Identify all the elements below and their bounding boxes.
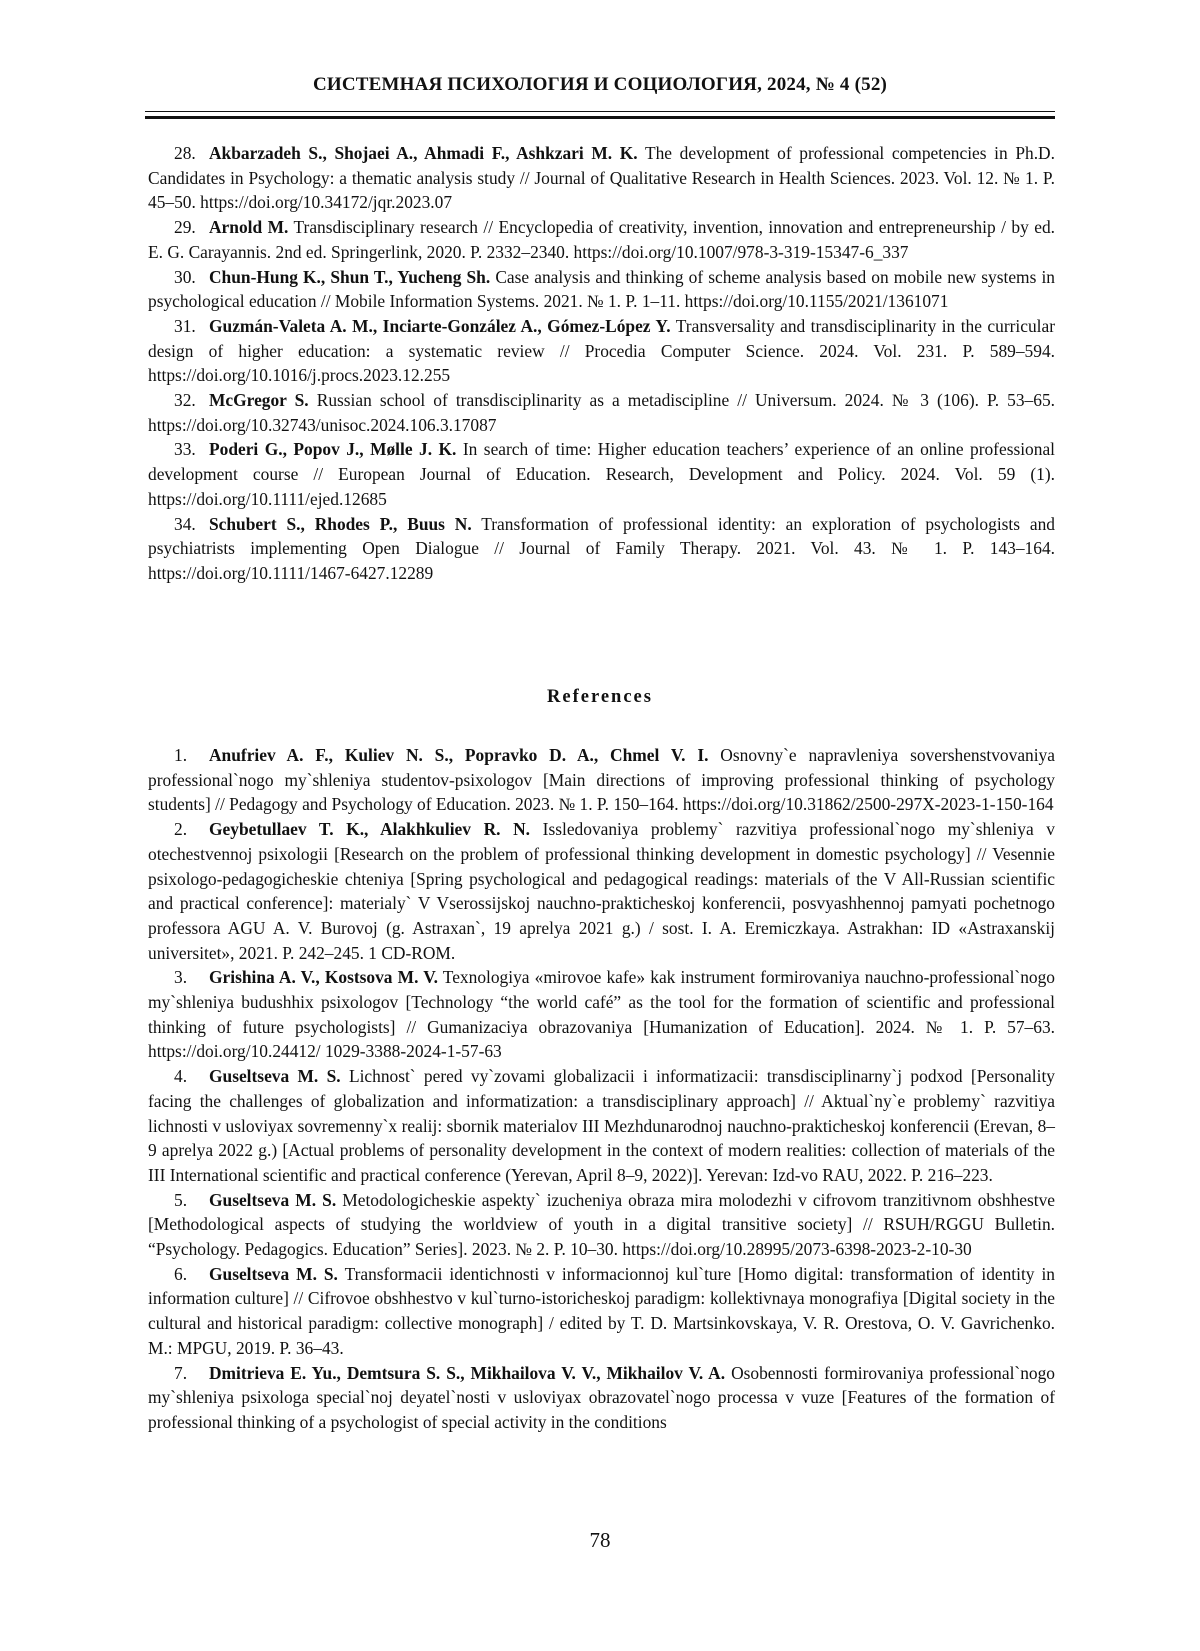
entry-authors: McGregor S. — [209, 390, 309, 411]
bibliography-entry — [148, 265, 1055, 314]
entry-number: 2. — [174, 819, 188, 840]
entry-number: 34. — [174, 513, 196, 534]
page-number: 78 — [589, 1528, 611, 1552]
entry-text: Issledovaniya problemy` razvitiya professional`nogo my`shleniya v otechestvennoj psixologii [Research on the problem of professional thinking development in domestic psychology] // Vesennie psixologo-pedagogicheskie chteniya [Spring psychological and pedagogical readings: materials of the V All-Russian scientific and practical conference]: materialy` V Vserossijskoj nauchno-prakticheskoj konferencii, posvyashhennoj pamyati pochetnogo professora AGU A. V. Burovoj (g. Astraxan`, 19 aprelya 2021 g.) / sost. I. A. Eremiczkaya. Astrakhan: ID «Astraxanskij universitet», 2021. P. 242–245. 1 CD-ROM. — [148, 819, 1055, 963]
entry-text: The development of professional competencies in Ph.D. Candidates in Psychology: a thematic analysis study // Journal of Qualitative Research in Health Sciences. 2023. Vol. 12. № 1. P. 45–50. https://doi.org/10.34172/jqr.2023.07 — [148, 143, 1055, 213]
bibliography-list — [148, 141, 1055, 586]
entry-authors: Poderi G., Popov J., Mølle J. K. — [209, 439, 457, 460]
reference-entry — [148, 965, 1055, 1064]
bibliography-entry — [148, 215, 1055, 264]
entry-number: 31. — [174, 315, 196, 336]
entry-text: Transformacii identichnosti v informacionnoj kul`ture [Homo digital: transformation of identity in information culture] // Cifrovoe obshhestvo v kul`turno-istoricheskoj paradigm: kollektivnaya monografiya [Digital society in the cultural and historical paradigm: collective monograph] / edited by T. D. Martsinkovskaya, V. R. Orestova, O. V. Gavrichenko. M.: MPGU, 2019. P. 36–43. — [148, 1263, 1055, 1358]
entry-text: Russian school of transdisciplinarity as a metadiscipline // Universum. 2024. № 3 (106). P. 53–65. https://doi.org/10.32743/unisoc.2024.106.3.17087 — [148, 390, 1055, 435]
entry-number: 5. — [174, 1189, 188, 1210]
entry-text: Texnologiya «mirovoe kafe» kak instrument formirovaniya nauchno-professional`nogo my`shleniya budushhix psixologov [Technology “the world café” as the tool for the formation of scientific and professional thinking of future psychologists] // Gumanizaciya obrazovaniya [Humanization of Education]. 2024. № 1. P. 57–63. https://doi.org/10.24412/ 1029-3388-2024-1-57-63 — [148, 967, 1055, 1062]
running-head: СИСТЕМНАЯ ПСИХОЛОГИЯ И СОЦИОЛОГИЯ, 2024, № 4 (52) — [312, 74, 888, 95]
entry-number: 32. — [174, 390, 196, 411]
entry-authors: Guseltseva M. S. — [209, 1189, 337, 1210]
reference-entry — [148, 1361, 1055, 1435]
bibliography-entry — [148, 141, 1055, 215]
entry-authors: Grishina A. V., Kostsova M. V. — [209, 967, 438, 988]
entry-number: 29. — [174, 217, 196, 238]
reference-entry — [148, 1262, 1055, 1361]
entry-number: 6. — [174, 1263, 188, 1284]
entry-number: 33. — [174, 439, 196, 460]
entry-text: Transdisciplinary research // Encyclopedia of creativity, invention, innovation and entrepreneurship / by ed. E. G. Carayannis. 2nd ed. Springerlink, 2020. P. 2332–2340. https://doi.org/10.1007/978-3-319-15347-6_337 — [148, 217, 1055, 262]
entry-number: 28. — [174, 143, 196, 163]
header-rule-thick — [145, 116, 1055, 119]
entry-authors: Guseltseva M. S. — [209, 1066, 341, 1087]
bibliography-entry — [148, 314, 1055, 388]
entry-number: 3. — [174, 967, 188, 988]
entry-authors: Geybetullaev T. K., Alakhkuliev R. N. — [209, 819, 531, 840]
entry-authors: Dmitrieva E. Yu., Demtsura S. S., Mikhailova V. V., Mikhailov V. A. — [209, 1362, 726, 1383]
references-list — [148, 743, 1055, 1435]
entry-text: Lichnost` pered vy`zovami globalizacii i informatizacii: transdisciplinarny`j podxod [Personality facing the challenges of globalization and informatization: a transdisciplinary approach] // Aktual`ny`e problemy` razvitiya lichnosti v usloviyax sovremenny`x realij: sbornik materialov III Mezhdunarodnoj nauchno-prakticheskoj konferencii (Erevan, 8–9 aprelya 2022 g.) [Actual problems of personality development in the context of modern realities: collection of materials of the III International scientific and practical conference (Yerevan, April 8–9, 2022)]. Yerevan: Izd-vo RAU, 2022. P. 216–223. — [148, 1066, 1055, 1185]
bibliography-entry — [148, 388, 1055, 437]
entry-text: Osnovny`e napravleniya sovershenstvovaniya professional`nogo my`shleniya studentov-psixologov [Main directions of improving professional thinking of psychology students] // Pedagogy and Psychology of Education. 2023. № 1. P. 150–164. https://doi.org/10.31862/2500-297X-2023-1-150-164 — [148, 745, 1055, 815]
entry-text: Transformation of professional identity: an exploration of psychologists and psychiatrists implementing Open Dialogue // Journal of Family Therapy. 2021. Vol. 43. № 1. P. 143–164. https://doi.org/10.1111/1467-6427.12289 — [148, 513, 1055, 583]
reference-entry — [148, 817, 1055, 965]
reference-entry — [148, 1064, 1055, 1188]
bibliography-entry — [148, 512, 1055, 586]
entry-authors: Guseltseva M. S. — [209, 1263, 338, 1284]
entry-text: Transversality and transdisciplinarity in the curricular design of higher education: a systematic review // Procedia Computer Science. 2024. Vol. 231. P. 589–594. https://doi.org/10.1016/j.procs.2023.12.255 — [148, 315, 1055, 386]
entry-number: 7. — [174, 1362, 188, 1383]
header-rule-thin — [145, 111, 1055, 112]
entry-text: Osobennosti formirovaniya professional`nogo my`shleniya psixologa special`noj deyatel`nosti v usloviyax obrazovatel`nogo processa v vuze [Features of the formation of professional thinking of a psychologist of special activity in the conditions — [148, 1362, 1055, 1432]
entry-authors: Guzmán-Valeta A. M., Inciarte-González A., Gómez-López Y. — [209, 315, 671, 336]
entry-authors: Schubert S., Rhodes P., Buus N. — [209, 513, 472, 534]
entry-text: In search of time: Higher education teachers’ experience of an online professional development course // European Journal of Education. Research, Development and Policy. 2024. Vol. 59 (1). https://doi.org/10.1111/ejed.12685 — [148, 439, 1055, 509]
references-heading: References — [547, 687, 653, 707]
entry-authors: Akbarzadeh S., Shojaei A., Ahmadi F., Ashkzari M. K. — [209, 143, 638, 163]
reference-entry — [148, 1188, 1055, 1262]
entry-text: Metodologicheskie aspekty` izucheniya obraza mira molodezhi v cifrovom tranzitivnom obshhestve [Methodological aspects of studying the worldview of youth in a digital transitive society] // RSUH/RGGU Bulletin. “Psychology. Pedagogics. Education” Series]. 2023. № 2. P. 10–30. https://doi.org/10.28995/2073-6398-2023-2-10-30 — [148, 1189, 1055, 1260]
entry-text: Case analysis and thinking of scheme analysis based on mobile new systems in psychological education // Mobile Information Systems. 2021. № 1. P. 1–11. https://doi.org/10.1155/2021/1361071 — [148, 266, 1055, 312]
entry-authors: Chun-Hung K., Shun T., Yucheng Sh. — [209, 266, 491, 287]
entry-authors: Anufriev A. F., Kuliev N. S., Popravko D. A., Chmel V. I. — [209, 745, 709, 765]
entry-number: 30. — [174, 266, 196, 287]
entry-number: 4. — [174, 1066, 188, 1087]
entry-number: 1. — [174, 745, 188, 765]
reference-entry — [148, 743, 1055, 817]
bibliography-entry — [148, 437, 1055, 511]
entry-authors: Arnold M. — [209, 217, 289, 238]
